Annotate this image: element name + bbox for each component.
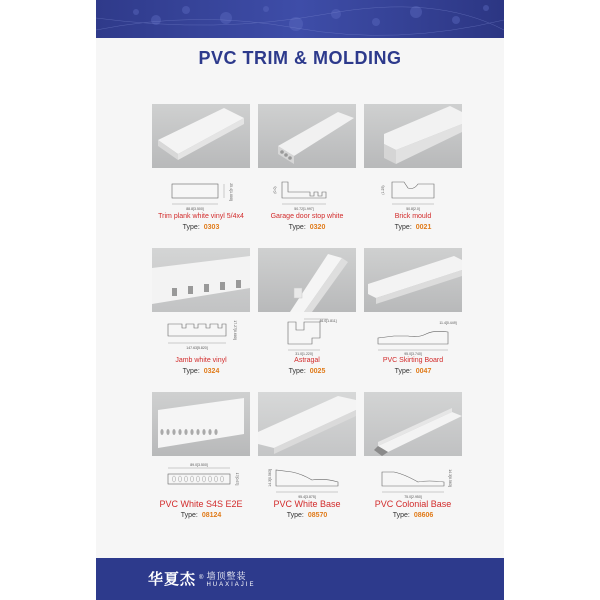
product-code: 0303 xyxy=(203,224,220,231)
product-name: Trim plank white vinyl 5/4x4 xyxy=(158,213,244,220)
type-label: Type: xyxy=(392,512,410,519)
dimension-width: 89.0[3.500] xyxy=(190,463,208,467)
profile-drawing xyxy=(374,172,452,212)
product-code: 0324 xyxy=(203,368,220,375)
product-type xyxy=(152,512,250,519)
product-card[interactable] xyxy=(364,104,462,244)
brand-name-cn: 华夏杰 xyxy=(148,569,197,588)
product-card[interactable] xyxy=(258,104,356,244)
product-code: 0025 xyxy=(309,368,326,375)
type-label: Type: xyxy=(286,512,304,519)
dimension-height: 31.0[1.220] xyxy=(295,352,313,356)
dimension-height: (0.0) xyxy=(273,186,277,194)
product-type xyxy=(364,224,462,231)
dimension-height: 17.27[0.680] xyxy=(233,320,237,340)
product-photo xyxy=(364,392,462,456)
type-label: Type: xyxy=(394,224,412,231)
catalog-page xyxy=(96,0,504,600)
product-type xyxy=(364,512,462,519)
product-name: PVC Colonial Base xyxy=(374,499,452,509)
dimension-height: 11.4[0.449] xyxy=(439,321,457,325)
dimension-height: 25.4[1.000] xyxy=(229,183,233,201)
product-photo xyxy=(152,248,250,312)
product-photo xyxy=(364,104,462,168)
product-name: PVC White S4S E2E xyxy=(159,499,243,509)
product-photo xyxy=(258,248,356,312)
type-label: Type: xyxy=(394,368,412,375)
product-code: 08570 xyxy=(307,512,328,519)
profile-drawing xyxy=(162,460,240,500)
dimension-width: 88.8[3.500] xyxy=(186,207,204,211)
product-code: 08124 xyxy=(201,512,222,519)
dimension-width: 75.0[2.950] xyxy=(404,495,422,499)
product-type xyxy=(152,224,250,231)
type-label: Type: xyxy=(182,224,200,231)
product-card[interactable] xyxy=(258,392,356,532)
dimension-width: 50.72[1.997] xyxy=(294,207,314,211)
product-code: 0047 xyxy=(415,368,432,375)
product-name: PVC White Base xyxy=(273,499,341,509)
brand-text-block xyxy=(206,569,255,588)
product-photo xyxy=(364,248,462,312)
product-photo xyxy=(152,104,250,168)
profile-drawing xyxy=(268,316,346,356)
product-type xyxy=(258,368,356,375)
type-label: Type: xyxy=(182,368,200,375)
dimension-height: 17[0.67] xyxy=(235,472,239,486)
type-label: Type: xyxy=(180,512,198,519)
page-title: PVC TRIM & MOLDING xyxy=(198,48,402,68)
product-name: Jamb white vinyl xyxy=(175,357,227,364)
product-type xyxy=(258,512,356,519)
product-card[interactable] xyxy=(364,248,462,388)
profile-drawing xyxy=(162,316,240,356)
type-label: Type: xyxy=(288,224,306,231)
product-card[interactable] xyxy=(364,392,462,532)
dimension-width: 147.63[5.820] xyxy=(186,346,208,350)
product-code: 0021 xyxy=(415,224,432,231)
world-map-graphic xyxy=(96,0,504,38)
product-name: Garage door stop white xyxy=(270,213,344,220)
product-name: Astragal xyxy=(294,357,320,364)
product-photo xyxy=(152,392,250,456)
profile-drawing xyxy=(162,172,240,212)
product-type xyxy=(364,368,462,375)
brand-subtitle-cn: 墙顶整装 xyxy=(206,571,247,582)
dimension-width: 46.0[1.811] xyxy=(319,319,337,323)
product-code: 08606 xyxy=(413,512,434,519)
brand-logo xyxy=(148,566,255,590)
product-photo xyxy=(258,104,356,168)
dimension-width: 95.0[3.740] xyxy=(404,352,422,356)
product-photo xyxy=(258,392,356,456)
product-name: PVC Skirting Board xyxy=(382,357,444,364)
registered-mark: ® xyxy=(199,575,204,581)
dimension-height: 14.3[0.563] xyxy=(268,469,272,487)
dimension-width: 95.4[3.875] xyxy=(298,495,316,499)
header-banner xyxy=(96,0,504,38)
product-card[interactable] xyxy=(152,104,250,244)
profile-drawing xyxy=(268,172,346,212)
product-type xyxy=(152,368,250,375)
product-name: Brick mould xyxy=(394,213,432,220)
product-card[interactable] xyxy=(152,248,250,388)
profile-drawing xyxy=(374,316,457,356)
type-label: Type: xyxy=(288,368,306,375)
product-code: 0320 xyxy=(309,224,326,231)
profile-drawing xyxy=(268,460,346,500)
product-type xyxy=(258,224,356,231)
dimension-width: 50.8[2.0] xyxy=(406,207,420,211)
product-card[interactable] xyxy=(152,392,250,532)
profile-drawing xyxy=(374,460,452,500)
product-card[interactable] xyxy=(258,248,356,388)
dimension-height: (1.25) xyxy=(381,185,385,195)
brand-name-en: HUAXIAJIE xyxy=(206,581,256,588)
dimension-height: 14.3[0.563] xyxy=(448,469,452,487)
